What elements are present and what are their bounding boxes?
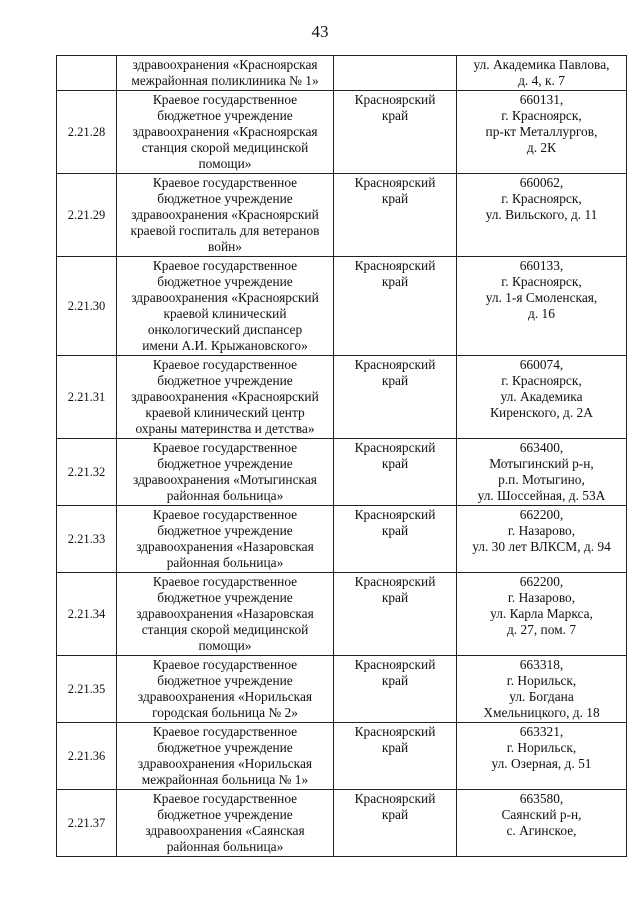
institution-name: Краевое государственное бюджетное учреждение здравоохранения «Красноярский краевой клинический центр охраны материнства и детства» [117, 356, 334, 439]
row-number: 2.21.30 [57, 257, 117, 356]
address: 663321, г. Норильск, ул. Озерная, д. 51 [457, 723, 627, 790]
row-number: 2.21.36 [57, 723, 117, 790]
row-number: 2.21.33 [57, 506, 117, 573]
region: Красноярский край [334, 656, 457, 723]
region [334, 56, 457, 91]
table-row [57, 56, 627, 91]
row-number: 2.21.29 [57, 174, 117, 257]
institution-name: Краевое государственное бюджетное учреждение здравоохранения «Красноярский краевой клинический онкологический диспансер имени А.И. Крыжановского» [117, 257, 334, 356]
page-number: 43 [311, 22, 329, 41]
row-number: 2.21.28 [57, 91, 117, 174]
table-row [57, 723, 627, 790]
row-number [57, 56, 117, 91]
table-row [57, 174, 627, 257]
address: 660131, г. Красноярск, пр-кт Металлургов, д. 2К [457, 91, 627, 174]
table-row [57, 790, 627, 857]
table-row [57, 91, 627, 174]
institution-name: Краевое государственное бюджетное учреждение здравоохранения «Красноярская станция скорой медицинской помощи» [117, 91, 334, 174]
address: 663580, Саянский р-н, с. Агинское, [457, 790, 627, 857]
address: ул. Академика Павлова, д. 4, к. 7 [457, 56, 627, 91]
registry-table [56, 55, 627, 857]
institution-name: Краевое государственное бюджетное учреждение здравоохранения «Назаровская районная больница» [117, 506, 334, 573]
region: Красноярский край [334, 174, 457, 257]
table-row [57, 656, 627, 723]
region: Красноярский край [334, 790, 457, 857]
region: Красноярский край [334, 723, 457, 790]
row-number: 2.21.37 [57, 790, 117, 857]
table-row [57, 506, 627, 573]
address: 663318, г. Норильск, ул. Богдана Хмельницкого, д. 18 [457, 656, 627, 723]
address: 660074, г. Красноярск, ул. Академика Киренского, д. 2А [457, 356, 627, 439]
institution-name: Краевое государственное бюджетное учреждение здравоохранения «Норильская межрайонная больница № 1» [117, 723, 334, 790]
row-number: 2.21.32 [57, 439, 117, 506]
table-row [57, 573, 627, 656]
institution-name: Краевое государственное бюджетное учреждение здравоохранения «Назаровская станция скорой медицинской помощи» [117, 573, 334, 656]
institution-name: Краевое государственное бюджетное учреждение здравоохранения «Мотыгинская районная больница» [117, 439, 334, 506]
region: Красноярский край [334, 439, 457, 506]
address: 663400, Мотыгинский р-н, р.п. Мотыгино, ул. Шоссейная, д. 53А [457, 439, 627, 506]
region: Красноярский край [334, 257, 457, 356]
registry-table-body [57, 56, 627, 857]
address: 660062, г. Красноярск, ул. Вильского, д. 11 [457, 174, 627, 257]
table-row [57, 257, 627, 356]
institution-name: здравоохранения «Красноярская межрайонная поликлиника № 1» [117, 56, 334, 91]
address: 662200, г. Назарово, ул. Карла Маркса, д. 27, пом. 7 [457, 573, 627, 656]
region: Красноярский край [334, 573, 457, 656]
table-row [57, 356, 627, 439]
address: 662200, г. Назарово, ул. 30 лет ВЛКСМ, д. 94 [457, 506, 627, 573]
row-number: 2.21.31 [57, 356, 117, 439]
table-row [57, 439, 627, 506]
institution-name: Краевое государственное бюджетное учреждение здравоохранения «Саянская районная больница» [117, 790, 334, 857]
region: Красноярский край [334, 356, 457, 439]
address: 660133, г. Красноярск, ул. 1-я Смоленская, д. 16 [457, 257, 627, 356]
institution-name: Краевое государственное бюджетное учреждение здравоохранения «Норильская городская больница № 2» [117, 656, 334, 723]
region: Красноярский край [334, 91, 457, 174]
row-number: 2.21.35 [57, 656, 117, 723]
region: Красноярский край [334, 506, 457, 573]
institution-name: Краевое государственное бюджетное учреждение здравоохранения «Красноярский краевой госпиталь для ветеранов войн» [117, 174, 334, 257]
row-number: 2.21.34 [57, 573, 117, 656]
